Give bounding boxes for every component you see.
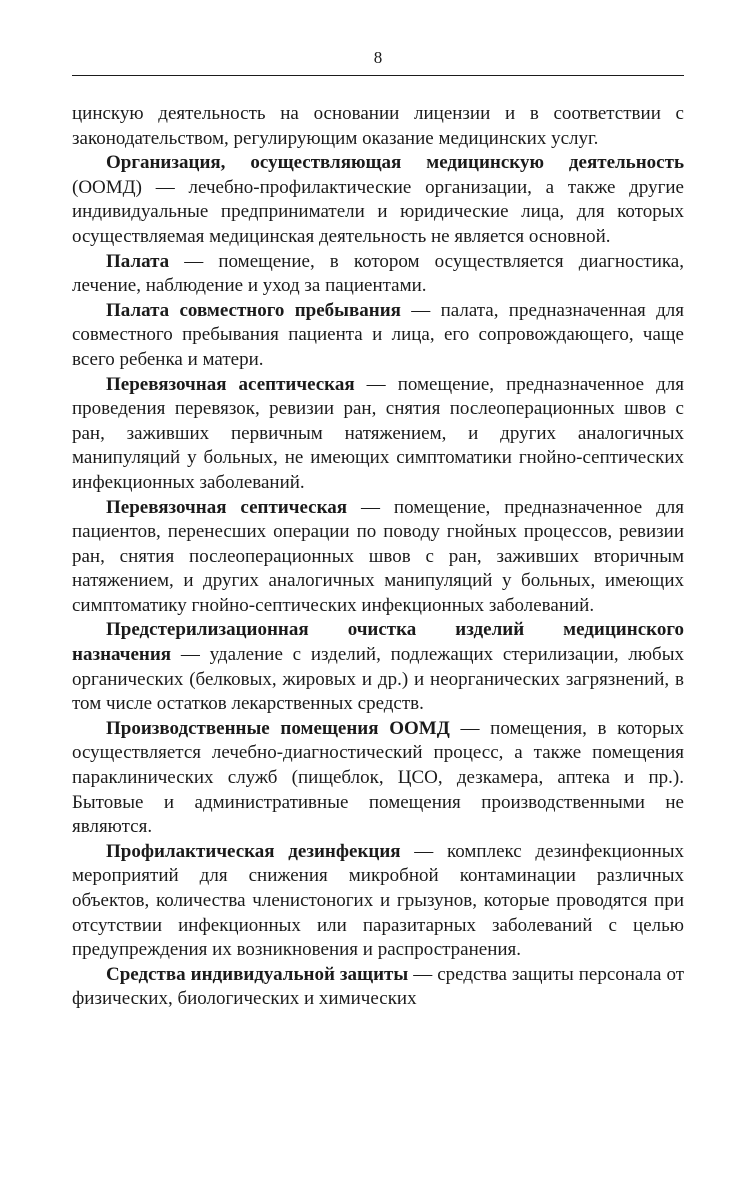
definition-term: Профилактическая дезинфекция bbox=[106, 840, 401, 862]
page-header bbox=[72, 0, 684, 76]
paragraph-text: — помещения, в которых осуществляется лечебно-диагностический процесс, а также помещения параклинических служб (пищеблок, ЦСО, дезкамера, аптека и пр.). Бытовые и административные помещения производственными не являются. bbox=[72, 717, 684, 838]
definition-paragraph bbox=[72, 299, 684, 373]
paragraph-text: — помещение, в котором осуществляется диагностика, лечение, наблюдение и уход за пациентами. bbox=[72, 250, 684, 297]
definition-term: Организация, осуществляющая медицинскую деятельность bbox=[106, 152, 684, 174]
definition-paragraph bbox=[72, 618, 684, 716]
page-body bbox=[72, 102, 684, 1012]
page-number: 8 bbox=[373, 48, 383, 67]
definition-term: Перевязочная асептическая bbox=[106, 373, 355, 395]
definition-paragraph bbox=[72, 963, 684, 1012]
definition-term: Средства индивидуальной защиты bbox=[106, 963, 409, 985]
definition-term: Палата bbox=[106, 250, 170, 272]
definition-paragraph bbox=[72, 717, 684, 840]
definition-term: Палата совместного пребывания bbox=[106, 299, 401, 321]
paragraph-text: — комплекс дезинфекционных мероприятий для снижения микробной контаминации различных объектов, количества членистоногих и грызунов, которые проводятся при отсутствии инфекционных или паразитарных заболеваний с целью предупреждения их возникновения и распространения. bbox=[72, 840, 684, 961]
paragraph-text: — удаление с изделий, подлежащих стерилизации, любых органических (белковых, жировых и др.) и неорганических загрязнений, в том числе остатков лекарственных средств. bbox=[72, 644, 684, 715]
definition-paragraph bbox=[72, 250, 684, 299]
definition-term: Производственные помещения ООМД bbox=[106, 717, 450, 739]
paragraph-text: — помещение, предназначенное для проведения перевязок, ревизии ран, снятия послеоперационных швов с ран, заживших первичным натяжением, и других аналогичных манипуляций у больных, не имеющих симптоматики гнойно-септических инфекционных заболеваний. bbox=[72, 373, 684, 493]
definition-paragraph bbox=[72, 373, 684, 496]
paragraph-text: — средства защиты персонала от физических, биологических и химических bbox=[72, 963, 685, 1010]
definition-paragraph bbox=[72, 840, 684, 963]
definition-term: Предстерилизационная очистка изделий медицинского назначения bbox=[72, 619, 684, 666]
definition-paragraph bbox=[72, 151, 684, 249]
continuation-paragraph bbox=[72, 102, 684, 151]
paragraph-text: (ООМД) — лечебно-профилактические организации, а также другие индивидуальные предприниматели и юридические лица, для которых осуществляемая медицинская деятельность не является основной. bbox=[72, 176, 684, 247]
paragraph-text: — помещение, предназначенное для пациентов, перенесших операции по поводу гнойных процессов, ревизии ран, снятия послеоперационных швов с ран, заживших вторичным натяжением, и других аналогичных манипуляций у больных, имеющих симптоматику гнойно-септических инфекционных заболеваний. bbox=[72, 496, 685, 616]
definition-paragraph bbox=[72, 496, 684, 619]
paragraph-text: цинскую деятельность на основании лицензии и в соответствии с законодательством, регулирующим оказание медицинских услуг. bbox=[72, 103, 684, 149]
header-rule bbox=[72, 75, 684, 76]
paragraph-text: — палата, предназначенная для совместного пребывания пациента и лица, его сопровождающего, чаще всего ребенка и матери. bbox=[72, 299, 684, 370]
definition-term: Перевязочная септическая bbox=[106, 496, 348, 518]
